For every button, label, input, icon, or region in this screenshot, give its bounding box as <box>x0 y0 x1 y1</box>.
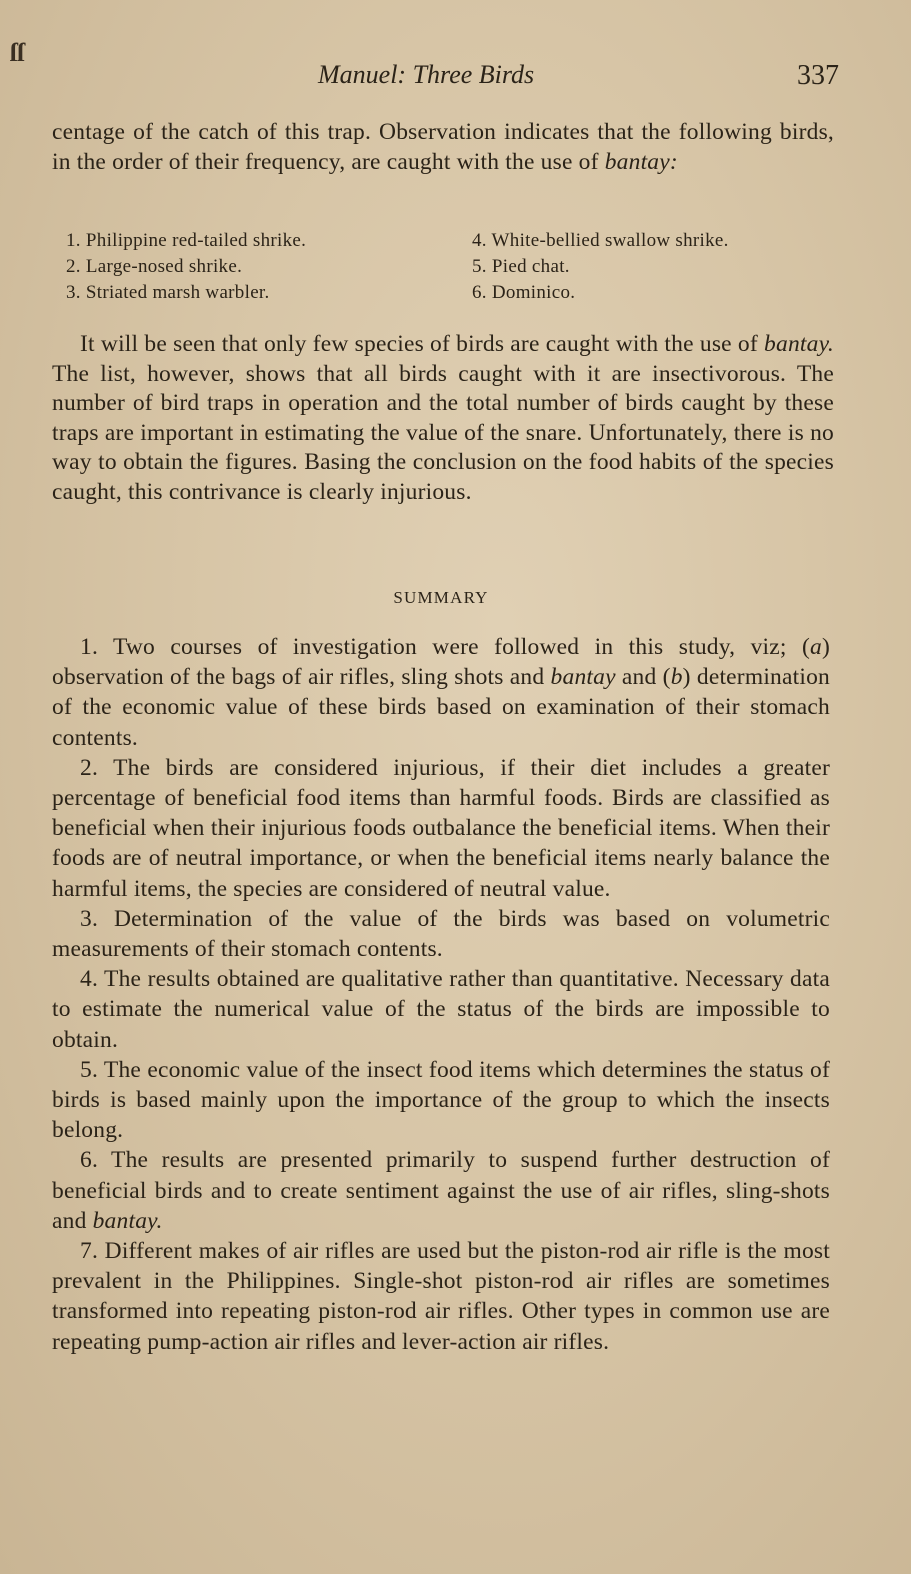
summary-item-7: 7. Different makes of air rifles are used but the piston-rod air rifle is the most prevalent in the Philippines. Single-shot piston-rod air rifles are sometimes transformed into repeating piston-rod air rifles. Other types in common use are repeating pump-action air rifles and lever-action air rifles. <box>52 1238 830 1355</box>
summary-item-6-term: bantay. <box>92 1207 163 1234</box>
summary-list <box>52 632 830 1357</box>
summary-item-1 <box>52 632 830 753</box>
page-number: 337 <box>797 60 839 91</box>
intro-term: bantay: <box>604 148 678 175</box>
bird-list-item: 3. Striated marsh warbler. <box>66 282 270 303</box>
bird-list-item: 2. Large-nosed shrike. <box>66 256 243 277</box>
summary-item-1-a: a <box>810 634 822 660</box>
running-head: Manuel: Three Birds <box>318 60 535 89</box>
summary-item-4: 4. The results obtained are qualitative rather than quantitative. Necessary data to estimate the numerical value of the status of the birds are impossible to obtain. <box>52 966 830 1053</box>
summary-item-3: 3. Determination of the value of the birds was based on volumetric measurements of their stomach contents. <box>52 905 830 963</box>
bird-list-item: 4. White-bellied swallow shrike. <box>472 230 729 251</box>
corner-mark: ſſ <box>10 38 25 67</box>
summary-item-1-text-4: ) determination of the economic value of these birds based on examination of their stomach contents. <box>52 664 830 751</box>
summary-item-1-text-1: 1. Two courses of investigation were followed in this study, viz; ( <box>80 634 811 660</box>
summary-item-6-text: 6. The results are presented primarily to suspend further destruction of beneficial birds and to create sentiment against the use of air rifles, sling-shots and <box>52 1147 830 1234</box>
bird-list <box>66 228 836 306</box>
intro-text: centage of the catch of this trap. Observation indicates that the following birds, in the order of their frequency, are caught with the use of <box>52 119 834 175</box>
intro-paragraph <box>52 118 834 177</box>
bird-list-item: 5. Pied chat. <box>472 256 570 277</box>
summary-item-1-b: b <box>670 664 683 691</box>
summary-item-1-text-3: and ( <box>615 664 671 691</box>
summary-heading: SUMMARY <box>393 588 489 607</box>
summary-item-2: 2. The birds are considered injurious, if their diet includes a greater percentage of beneficial food items than harmful foods. Birds are classified as beneficial when their injurious foods outbalance the beneficial items. When their foods are of neutral importance, or when the beneficial items nearly balance the harmful items, the species are considered of neutral value. <box>52 754 830 902</box>
analysis-paragraph <box>52 330 834 507</box>
summary-item-1-term: bantay <box>550 664 616 691</box>
analysis-text-2: The list, however, shows that all birds caught with it are insectivorous. The number of bird traps in operation and the total number of birds caught by these traps are important in estimating the value of the snare. Unfortunately, there is no way to obtain the figures. Basing the conclusion on the food habits of the species caught, this contrivance is clearly injurious. <box>52 360 834 505</box>
summary-item-5: 5. The economic value of the insect food items which determines the status of birds is based mainly upon the importance of the group to which the insects belong. <box>52 1056 830 1144</box>
bird-list-item: 6. Dominico. <box>472 282 576 303</box>
analysis-text-1: It will be seen that only few species of birds are caught with the use of <box>80 331 765 357</box>
summary-item-6 <box>52 1145 830 1236</box>
analysis-term: bantay. <box>764 331 834 357</box>
bird-list-item: 1. Philippine red-tailed shrike. <box>66 230 307 251</box>
summary-item-1-text-2: ) observation of the bags of air rifles, sling shots and <box>52 634 830 691</box>
